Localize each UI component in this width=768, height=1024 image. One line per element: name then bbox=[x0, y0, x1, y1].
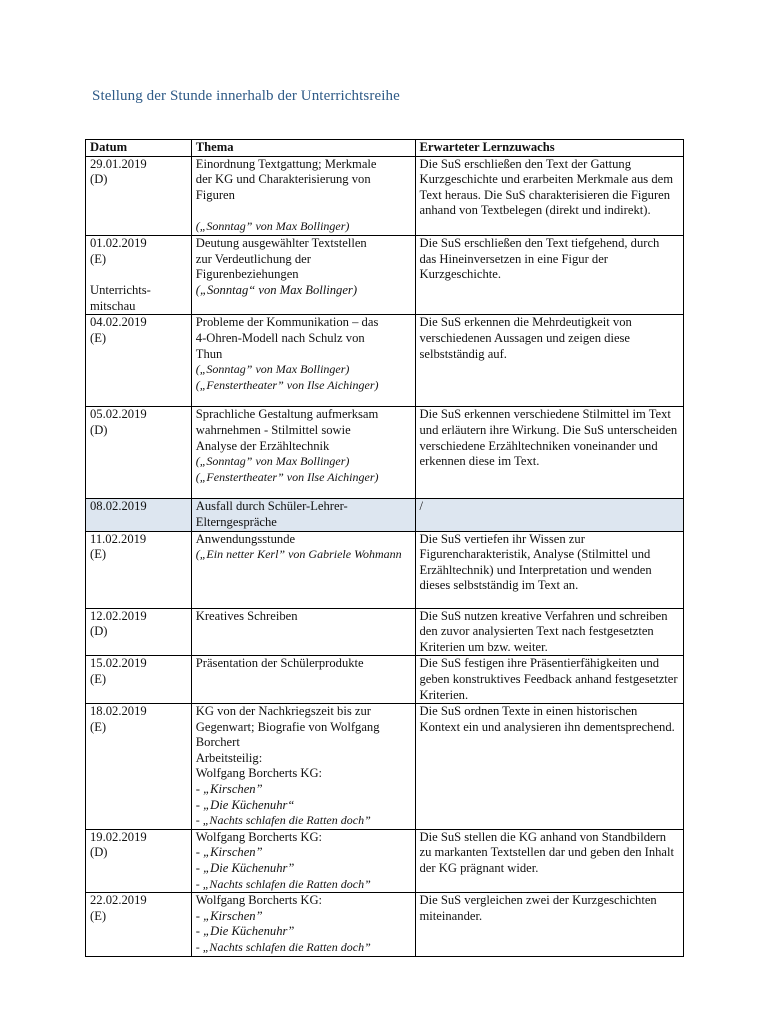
topic-line: Wolfgang Borcherts KG: bbox=[195, 766, 323, 781]
topic-cell bbox=[191, 499, 415, 531]
table-row bbox=[86, 608, 684, 656]
story-item: - „Nachts schlafen die Ratten doch” bbox=[195, 940, 371, 954]
topic-line: Probleme der Kommunikation – das bbox=[195, 315, 379, 330]
source-reference: („Fenstertheater” von Ilse Aichinger) bbox=[195, 377, 379, 392]
topic-line: Arbeitsteilig: bbox=[195, 750, 263, 765]
date-value: 29.01.2019 bbox=[90, 156, 147, 171]
story-item: - „Nachts schlafen die Ratten doch” bbox=[195, 876, 371, 891]
table-row bbox=[86, 893, 684, 956]
date-value: 12.02.2019 bbox=[90, 608, 147, 623]
story-item: - „Kirschen” bbox=[195, 908, 263, 923]
story-item: - „Die Küchenuhr“ bbox=[195, 797, 295, 812]
topic-line: Analyse der Erzähltechnik bbox=[195, 438, 330, 453]
outcome-cell: Die SuS vergleichen zwei der Kurzgeschichten miteinander. bbox=[415, 893, 684, 956]
mode-value: (E) bbox=[90, 251, 107, 266]
date-cell bbox=[86, 608, 192, 656]
table-row bbox=[86, 656, 684, 704]
date-value: 22.02.2019 bbox=[90, 893, 147, 908]
outcome-cell: Die SuS erkennen die Mehrdeutigkeit von verschiedenen Aussagen und zeigen diese selbstständig auf. bbox=[415, 315, 684, 407]
mode-value: (E) bbox=[90, 547, 107, 562]
story-item: - „Kirschen” bbox=[195, 782, 263, 797]
table-row bbox=[86, 407, 684, 499]
story-item: - „Kirschen” bbox=[195, 845, 263, 860]
story-item: - „Die Küchenuhr” bbox=[195, 924, 295, 939]
topic-line: Anwendungsstunde bbox=[195, 531, 296, 546]
outcome-cell: Die SuS festigen ihre Präsentierfähigkeiten und geben konstruktives Feedback anhand festgesetzter Kriterien. bbox=[415, 656, 684, 704]
mode-value: (E) bbox=[90, 330, 107, 345]
topic-cell bbox=[191, 531, 415, 608]
topic-line: Figurenbeziehungen bbox=[195, 267, 299, 282]
topic-line: Präsentation der Schülerprodukte bbox=[195, 656, 364, 671]
source-reference: („Ein netter Kerl” von Gabriele Wohmann bbox=[195, 547, 402, 562]
topic-line: Gegenwart; Biografie von Wolfgang bbox=[195, 719, 380, 734]
mode-value: (D) bbox=[90, 172, 108, 187]
topic-line: Figuren bbox=[195, 187, 235, 202]
date-cell bbox=[86, 407, 192, 499]
table-row bbox=[86, 704, 684, 830]
outcome-cell: Die SuS erschließen den Text der Gattung Kurzgeschichte und erarbeiten Merkmale aus dem Text heraus. Die SuS charakterisieren die Figuren anhand von Textbelegen (direkt und indirekt). bbox=[415, 156, 684, 235]
topic-cell bbox=[191, 608, 415, 656]
date-value: 04.02.2019 bbox=[90, 315, 147, 330]
table-row bbox=[86, 315, 684, 407]
topic-cell bbox=[191, 829, 415, 892]
topic-line: Elterngespräche bbox=[195, 514, 277, 529]
date-cell bbox=[86, 893, 192, 956]
date-cell bbox=[86, 315, 192, 407]
outcome-cell: Die SuS erkennen verschiedene Stilmittel im Text und erläutern ihre Wirkung. Die SuS unterscheiden verschiedene Erzähltechniken voneinander und erkennen diese im Text. bbox=[415, 407, 684, 499]
topic-line: Wolfgang Borcherts KG: bbox=[195, 893, 323, 908]
topic-line: Einordnung Textgattung; Merkmale bbox=[195, 156, 377, 171]
source-reference: („Sonntag” von Max Bollinger) bbox=[195, 454, 350, 469]
date-value: 18.02.2019 bbox=[90, 704, 147, 719]
outcome-cell: Die SuS ordnen Texte in einen historischen Kontext ein und analysieren ihn dementsprechend. bbox=[415, 704, 684, 830]
date-value: 11.02.2019 bbox=[90, 531, 147, 546]
topic-cell bbox=[191, 656, 415, 704]
outcome-cell: Die SuS nutzen kreative Verfahren und schreiben den zuvor analysierten Text nach festgesetzten Kriterien um bzw. weiter. bbox=[415, 608, 684, 656]
topic-line: Sprachliche Gestaltung aufmerksam bbox=[195, 407, 379, 422]
topic-line: Wolfgang Borcherts KG: bbox=[195, 829, 323, 844]
topic-line: KG von der Nachkriegszeit bis zur bbox=[195, 704, 371, 719]
mode-value: (D) bbox=[90, 422, 108, 437]
table-row bbox=[86, 531, 684, 608]
date-cell bbox=[86, 531, 192, 608]
date-cell bbox=[86, 235, 192, 314]
topic-line: Thun bbox=[195, 346, 223, 361]
topic-cell bbox=[191, 315, 415, 407]
table-row-highlighted bbox=[86, 499, 684, 531]
table-header-row bbox=[86, 140, 684, 157]
date-value: 19.02.2019 bbox=[90, 829, 147, 844]
source-reference: („Fenstertheater” von Ilse Aichinger) bbox=[195, 469, 379, 484]
table-row bbox=[86, 235, 684, 314]
story-item: - „Die Küchenuhr” bbox=[195, 861, 295, 876]
topic-line: der KG und Charakterisierung von bbox=[195, 172, 371, 187]
date-value: 01.02.2019 bbox=[90, 235, 147, 250]
mode-value: (E) bbox=[90, 719, 107, 734]
table-row bbox=[86, 156, 684, 235]
topic-cell bbox=[191, 156, 415, 235]
lesson-plan-table bbox=[85, 139, 684, 957]
mode-value: (D) bbox=[90, 624, 108, 639]
topic-line: wahrnehmen - Stilmittel sowie bbox=[195, 422, 351, 437]
date-value: 08.02.2019 bbox=[90, 499, 147, 514]
outcome-cell: Die SuS erschließen den Text tiefgehend, durch das Hineinversetzen in eine Figur der Kurzgeschichte. bbox=[415, 235, 684, 314]
date-cell bbox=[86, 156, 192, 235]
topic-line: Deutung ausgewählter Textstellen bbox=[195, 235, 367, 250]
section-heading: Stellung der Stunde innerhalb der Unterrichtsreihe bbox=[92, 88, 400, 104]
topic-line: zur Verdeutlichung der bbox=[195, 251, 311, 266]
mode-value: (D) bbox=[90, 845, 108, 860]
topic-cell bbox=[191, 893, 415, 956]
source-reference: („Sonntag” von Max Bollinger) bbox=[195, 362, 350, 377]
header-datum: Datum bbox=[86, 140, 192, 157]
story-item: - „Nachts schlafen die Ratten doch” bbox=[195, 813, 371, 828]
topic-line: 4-Ohren-Modell nach Schulz von bbox=[195, 330, 365, 345]
date-cell bbox=[86, 829, 192, 892]
outcome-cell: Die SuS vertiefen ihr Wissen zur Figurencharakteristik, Analyse (Stilmittel und Erzähltechnik) und Interpretation und wenden dieses selbstständig im Text an. bbox=[415, 531, 684, 608]
mode-value: (E) bbox=[90, 671, 107, 686]
date-cell bbox=[86, 499, 192, 531]
topic-line: Kreatives Schreiben bbox=[195, 608, 298, 623]
topic-cell bbox=[191, 235, 415, 314]
source-reference: („Sonntag” von Max Bollinger) bbox=[195, 219, 350, 234]
topic-cell bbox=[191, 407, 415, 499]
date-value: 15.02.2019 bbox=[90, 656, 147, 671]
date-cell bbox=[86, 656, 192, 704]
unterrichtsmitschau-label: Unterrichts-mitschau bbox=[90, 283, 151, 313]
topic-line: Ausfall durch Schüler-Lehrer- bbox=[195, 499, 348, 514]
source-reference: („Sonntag“ von Max Bollinger) bbox=[195, 282, 358, 297]
outcome-cell: / bbox=[415, 499, 684, 531]
header-lernzuwachs: Erwarteter Lernzuwachs bbox=[415, 140, 684, 157]
mode-value: (E) bbox=[90, 908, 107, 923]
date-value: 05.02.2019 bbox=[90, 407, 147, 422]
topic-cell bbox=[191, 704, 415, 830]
date-cell bbox=[86, 704, 192, 830]
outcome-cell: Die SuS stellen die KG anhand von Standbildern zu markanten Textstellen dar und geben den Inhalt der KG prägnant wider. bbox=[415, 829, 684, 892]
table-row bbox=[86, 829, 684, 892]
topic-line: Borchert bbox=[195, 735, 240, 750]
header-thema: Thema bbox=[191, 140, 415, 157]
